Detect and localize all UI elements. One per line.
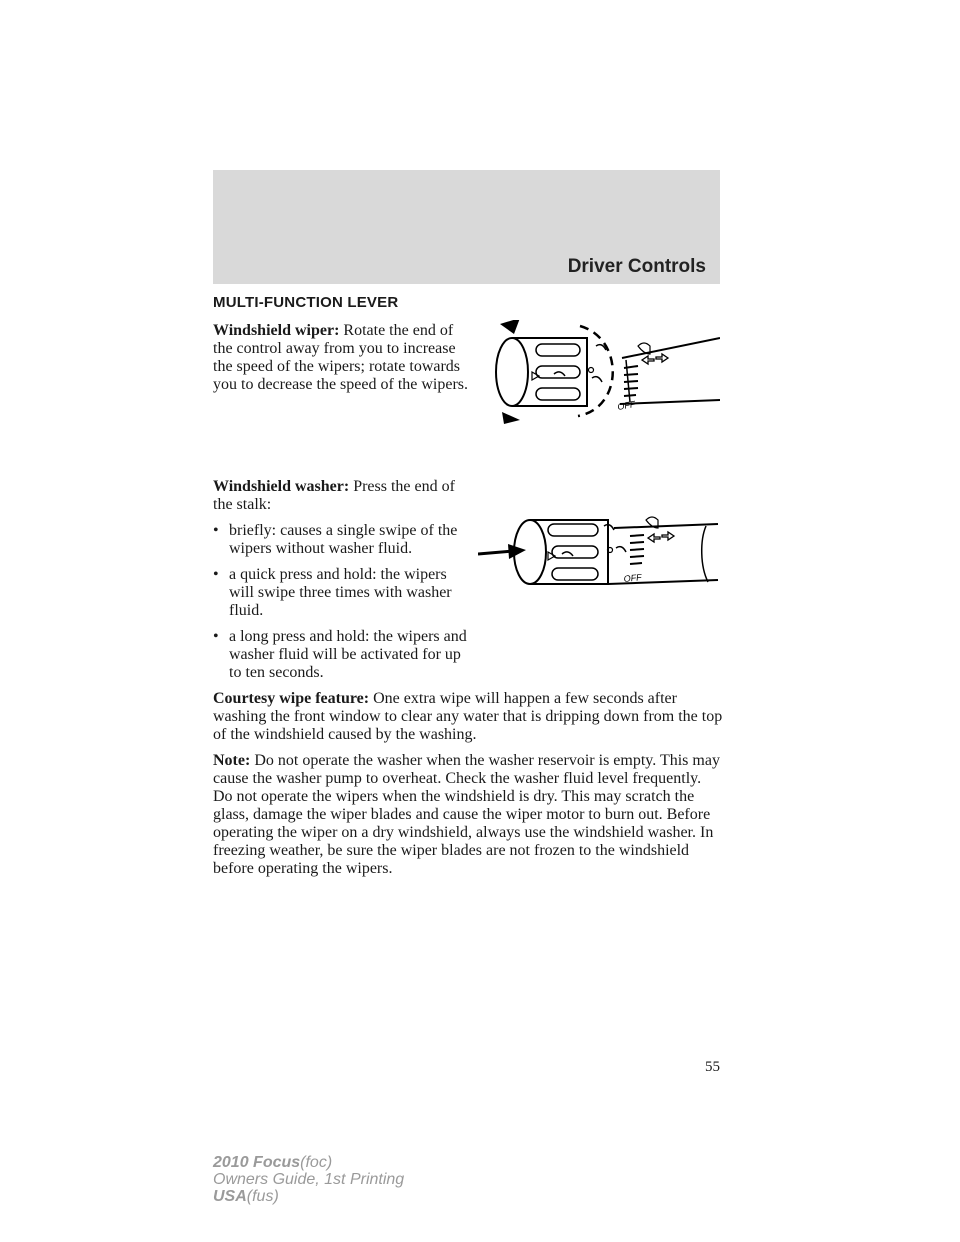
list-item: • briefly: causes a single swipe of the wipers without washer fluid. [213, 522, 458, 557]
page-number: 55 [705, 1059, 720, 1075]
off-label: OFF [623, 572, 643, 584]
arrow-down-icon [502, 412, 520, 424]
list-item: • a quick press and hold: the wipers will swipe three times with washer fluid. [213, 566, 452, 619]
courtesy-term: Courtesy wipe feature: [213, 690, 370, 707]
stalk-upper-edge [622, 338, 720, 358]
washer-press-illustration [478, 510, 723, 598]
washer-bullet-list [213, 522, 468, 682]
wiper-rotate-illustration [492, 320, 720, 426]
list-item: • a long press and hold: the wipers and washer fluid will be activated for up to ten seconds. [213, 628, 467, 681]
wiper-paragraph [213, 322, 468, 394]
courtesy-text: One extra wipe will happen a few seconds after washing the front window to clear any water that is dripping down from the top of the windshield caused by the washing. [213, 690, 723, 743]
section-heading: MULTI-FUNCTION LEVER [213, 294, 399, 311]
footer-line-2: Owners Guide, 1st Printing [213, 1171, 405, 1188]
rotate-path [578, 326, 613, 416]
section-title: Driver Controls [567, 256, 706, 277]
wiper-term: Windshield wiper: [213, 322, 340, 339]
footer-line-3: USA(fus) [213, 1188, 279, 1205]
bullet-icon: • [213, 566, 219, 583]
arrow-up-icon [500, 320, 520, 334]
note-paragraph [213, 752, 723, 878]
washer-term: Windshield washer: [213, 478, 350, 495]
wiper-text: Rotate the end of the control away from you to increase the speed of the wipers; rotate towards you to decrease the speed of the wipers. [213, 322, 469, 393]
footer-imprint [213, 1154, 404, 1205]
washer-paragraph [213, 478, 468, 514]
bullet-icon: • [213, 522, 219, 539]
bullet-icon: • [213, 628, 219, 645]
courtesy-paragraph [213, 690, 723, 744]
washer-text: Press the end of the stalk: [213, 478, 455, 513]
off-label: OFF [616, 398, 637, 412]
note-text: Do not operate the washer when the washer reservoir is empty. This may cause the washer pump to overheat. Check the washer fluid level frequently. Do not operate the wipers when the windshield is dry. This may scratch the glass, damage the wiper blades and cause the wiper motor to burn out. Before operating the wiper on a dry windshield, always use the windshield washer. In freezing weather, be sure the wiper blades are not frozen to the windshield before operating the wipers. [213, 752, 720, 877]
stalk-upper-edge [614, 524, 718, 528]
press-arrow-icon [508, 544, 526, 559]
stalk-end-cap [496, 338, 528, 406]
note-term: Note: [213, 752, 251, 769]
section-header-band [213, 170, 720, 284]
footer-line-1: 2010 Focus(foc) [213, 1154, 333, 1171]
